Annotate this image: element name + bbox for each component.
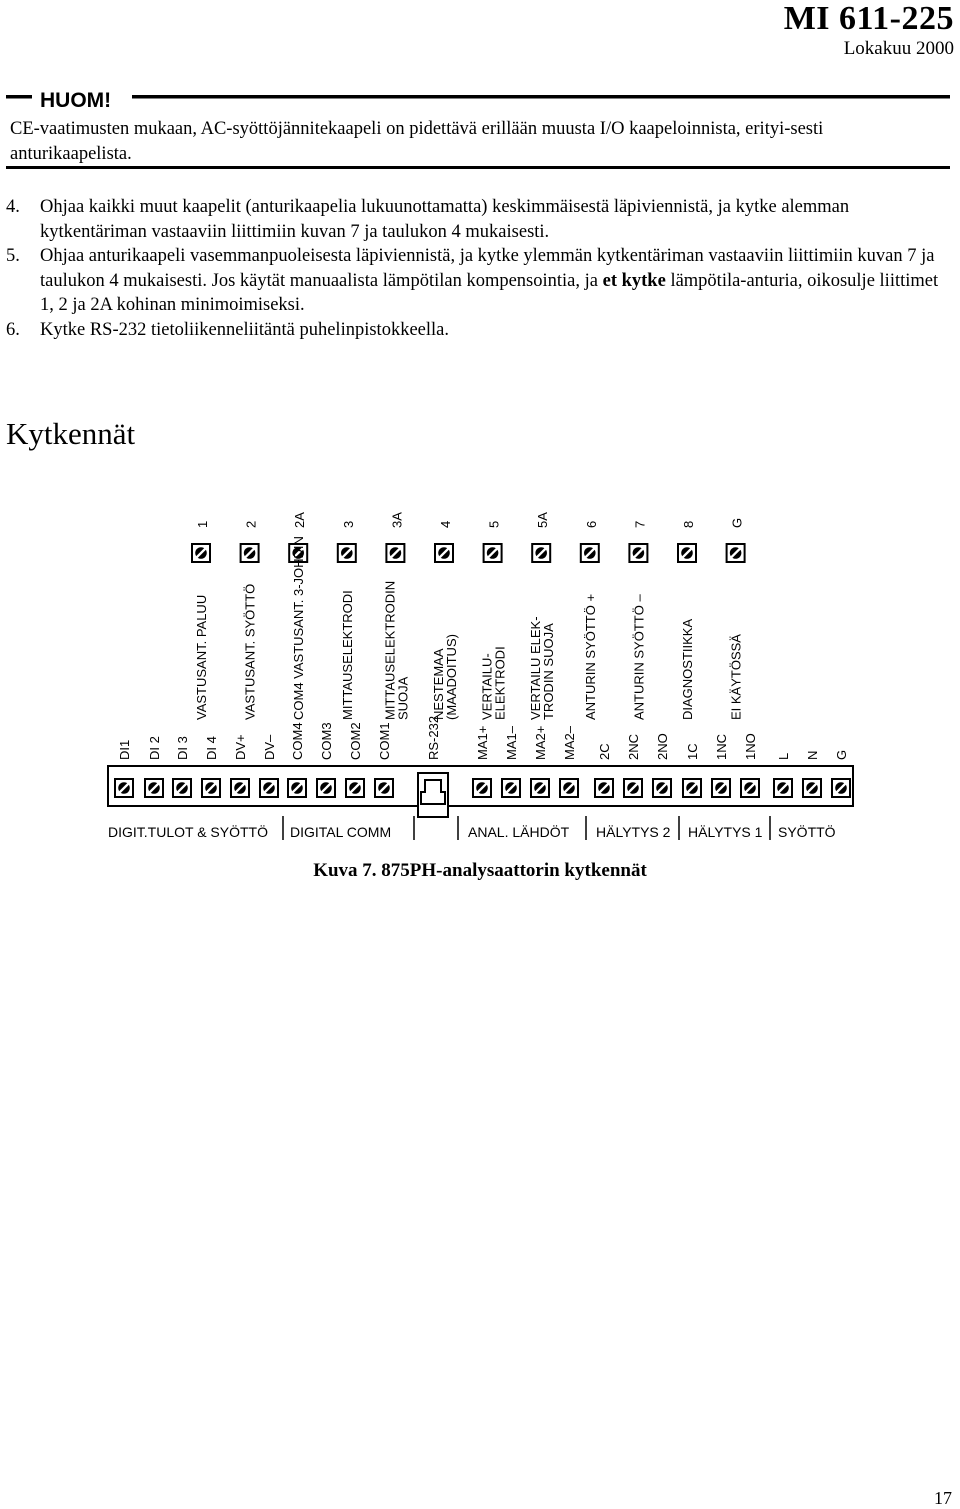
step-text: lämpötila-anturia, oikosulje liittimet 1, 2 ja 2A kohinan minimoimiseksi. — [40, 270, 939, 315]
terminal-group-label: HÄLYTYS 1 — [688, 824, 763, 840]
terminal-screw-icon — [624, 779, 642, 797]
terminal-label: COM4 VASTUSANT. 3-JOHDIN — [291, 536, 307, 720]
terminal-screw-icon — [532, 544, 550, 562]
terminal-label: 2NO — [655, 733, 670, 760]
terminal-label: (MAADOITUS) — [444, 634, 459, 720]
terminal-screw-icon — [202, 779, 220, 797]
doc-date: Lokakuu 2000 — [843, 38, 954, 59]
terminal-screw-icon — [375, 779, 393, 797]
terminal-screw-icon — [260, 779, 278, 797]
terminal-label: VERTAILU ELEK- — [528, 616, 544, 720]
terminal-label: DV+ — [233, 734, 248, 760]
terminal-label: EI KÄYTÖSSÄ — [728, 634, 744, 720]
terminal-label: G — [834, 749, 849, 760]
terminal-screw-icon — [595, 779, 613, 797]
step-text-emphasis: et kytke — [602, 270, 666, 291]
terminal-label: MA1+ — [475, 725, 490, 760]
terminal-label: MITTAUSELEKTRODI — [339, 590, 355, 720]
terminal-label: DI 2 — [147, 736, 162, 760]
terminal-screw-icon — [115, 779, 133, 797]
terminal-group-label: DIGIT.TULOT & SYÖTTÖ — [108, 824, 268, 840]
terminal-screw-icon — [231, 779, 249, 797]
terminal-label: 2NC — [626, 733, 641, 760]
step-number: 6. — [6, 319, 20, 340]
terminal-label: DI 4 — [204, 736, 219, 760]
terminal-label: MA2+ — [533, 725, 548, 760]
terminal-label: VERTAILU- — [479, 653, 495, 720]
terminal-screw-icon — [192, 544, 210, 562]
terminal-number: 6 — [583, 520, 599, 528]
terminal-group-label: HÄLYTYS 2 — [596, 824, 671, 840]
terminal-number: 5 — [486, 520, 502, 528]
terminal-label: COM4 — [290, 722, 305, 760]
terminal-label: MA1– — [504, 726, 519, 760]
step-text: Ohjaa anturikaapeli vasemmanpuoleisesta läpiviennistä, ja kytke ylemmän kytkentäriman vastaaviin liittimiin kuvan 7 ja taulukon 4 mukaisesti. Jos käytät manuaalista lämpötilan kompensointia, ja — [40, 246, 935, 291]
terminal-label: TRODIN SUOJA — [541, 623, 557, 720]
terminal-label: VASTUSANT. SYÖTTÖ — [242, 583, 258, 720]
terminal-number: 2 — [243, 520, 259, 528]
terminal-label: DI1 — [117, 739, 132, 760]
terminal-label: DIAGNOSTIIKKA — [680, 618, 695, 720]
terminal-label: MA2– — [562, 726, 577, 760]
terminal-screw-icon — [435, 544, 453, 562]
terminal-label: 1NC — [714, 733, 729, 760]
terminal-number: 3 — [340, 520, 356, 528]
terminal-screw-icon — [629, 544, 647, 562]
terminal-number: 4 — [438, 520, 453, 528]
terminal-screw-icon — [683, 779, 701, 797]
note-header-bar — [6, 86, 950, 110]
terminal-group-label: ANAL. LÄHDÖT — [468, 824, 570, 840]
terminal-label: COM2 — [348, 722, 363, 760]
terminal-screw-icon — [803, 779, 821, 797]
terminal-screw-icon — [727, 544, 745, 562]
terminal-screw-icon — [741, 779, 759, 797]
terminal-label: DV– — [262, 734, 277, 760]
terminal-screw-icon — [484, 544, 502, 562]
terminal-screw-icon — [774, 779, 792, 797]
page-number: 17 — [934, 1488, 952, 1508]
note-label: HUOM! — [40, 89, 112, 110]
terminal-label: ANTURIN SYÖTTÖ + — [582, 593, 598, 720]
terminal-screw-icon — [317, 779, 335, 797]
terminal-screw-icon — [832, 779, 850, 797]
terminal-screw-icon — [241, 544, 259, 562]
terminal-number: 5A — [535, 512, 551, 528]
terminal-number: 1 — [195, 520, 210, 528]
terminal-screw-icon — [531, 779, 549, 797]
terminal-screw-icon — [338, 544, 356, 562]
terminal-screw-icon — [145, 779, 163, 797]
step-text: Ohjaa kaikki muut kaapelit (anturikaapelia lukuunottamatta) keskimmäisestä läpiviennistä, ja kytke alemman kytkentäriman vastaaviin liittimiin kuvan 7 ja taulukon 4 mukaisesti. — [40, 197, 850, 242]
terminal-label: VASTUSANT. PALUU — [194, 594, 209, 720]
step-item — [6, 195, 950, 244]
step-list — [6, 195, 950, 342]
terminal-screw-icon — [502, 779, 520, 797]
note-text: CE-vaatimusten mukaan, AC-syöttöjännitekaapeli on pidettävä erillään muusta I/O kaapeloinnista, erityi-sesti anturikaapelista. — [10, 119, 824, 164]
terminal-screw-icon — [653, 779, 671, 797]
terminal-label: COM1 — [377, 722, 392, 760]
terminal-label: ANTURIN SYÖTTÖ – — [631, 594, 647, 720]
terminal-label: COM3 — [319, 722, 334, 760]
step-text: Kytke RS-232 tietoliikenneliitäntä puhelinpistokkeella. — [40, 319, 449, 340]
terminal-number: 7 — [632, 520, 648, 528]
note-divider — [6, 166, 950, 169]
terminal-number: G — [729, 517, 745, 528]
figure-caption: Kuva 7. 875PH-analysaattorin kytkennät — [313, 860, 647, 881]
terminal-label: 1C — [685, 743, 700, 760]
terminal-screw-icon — [581, 544, 599, 562]
terminal-label: N — [805, 750, 820, 760]
terminal-screw-icon — [473, 779, 491, 797]
step-number: 4. — [6, 197, 20, 217]
terminal-label: DI 3 — [175, 736, 190, 760]
terminal-group-label: SYÖTTÖ — [778, 824, 836, 840]
terminal-screw-icon — [560, 779, 578, 797]
wiring-diagram — [0, 490, 960, 860]
terminal-label: SUOJA — [395, 676, 411, 720]
terminal-screw-icon — [346, 779, 364, 797]
terminal-screw-icon — [678, 544, 696, 562]
terminal-label: RS-232 — [426, 715, 441, 760]
terminal-label: 2C — [597, 743, 612, 760]
terminal-screw-icon — [288, 779, 306, 797]
step-item — [6, 244, 950, 318]
terminal-screw-icon — [386, 544, 404, 562]
terminal-label: 1NO — [743, 733, 758, 760]
terminal-label: NESTEMAA — [431, 648, 446, 720]
terminal-screw-icon — [173, 779, 191, 797]
terminal-number: 2A — [292, 512, 308, 528]
section-title: Kytkennät — [6, 416, 136, 451]
terminal-label: MITTAUSELEKTRODIN — [382, 580, 398, 720]
terminal-group-label: DIGITAL COMM — [290, 824, 392, 840]
terminal-number: 8 — [681, 520, 696, 528]
step-item — [6, 318, 950, 343]
terminal-screw-icon — [712, 779, 730, 797]
doc-code: MI 611-225 — [783, 0, 954, 37]
terminal-number: 3A — [389, 512, 405, 528]
terminal-label: ELEKTRODI — [492, 646, 508, 720]
step-number: 5. — [6, 246, 20, 266]
terminal-label: L — [776, 752, 791, 760]
